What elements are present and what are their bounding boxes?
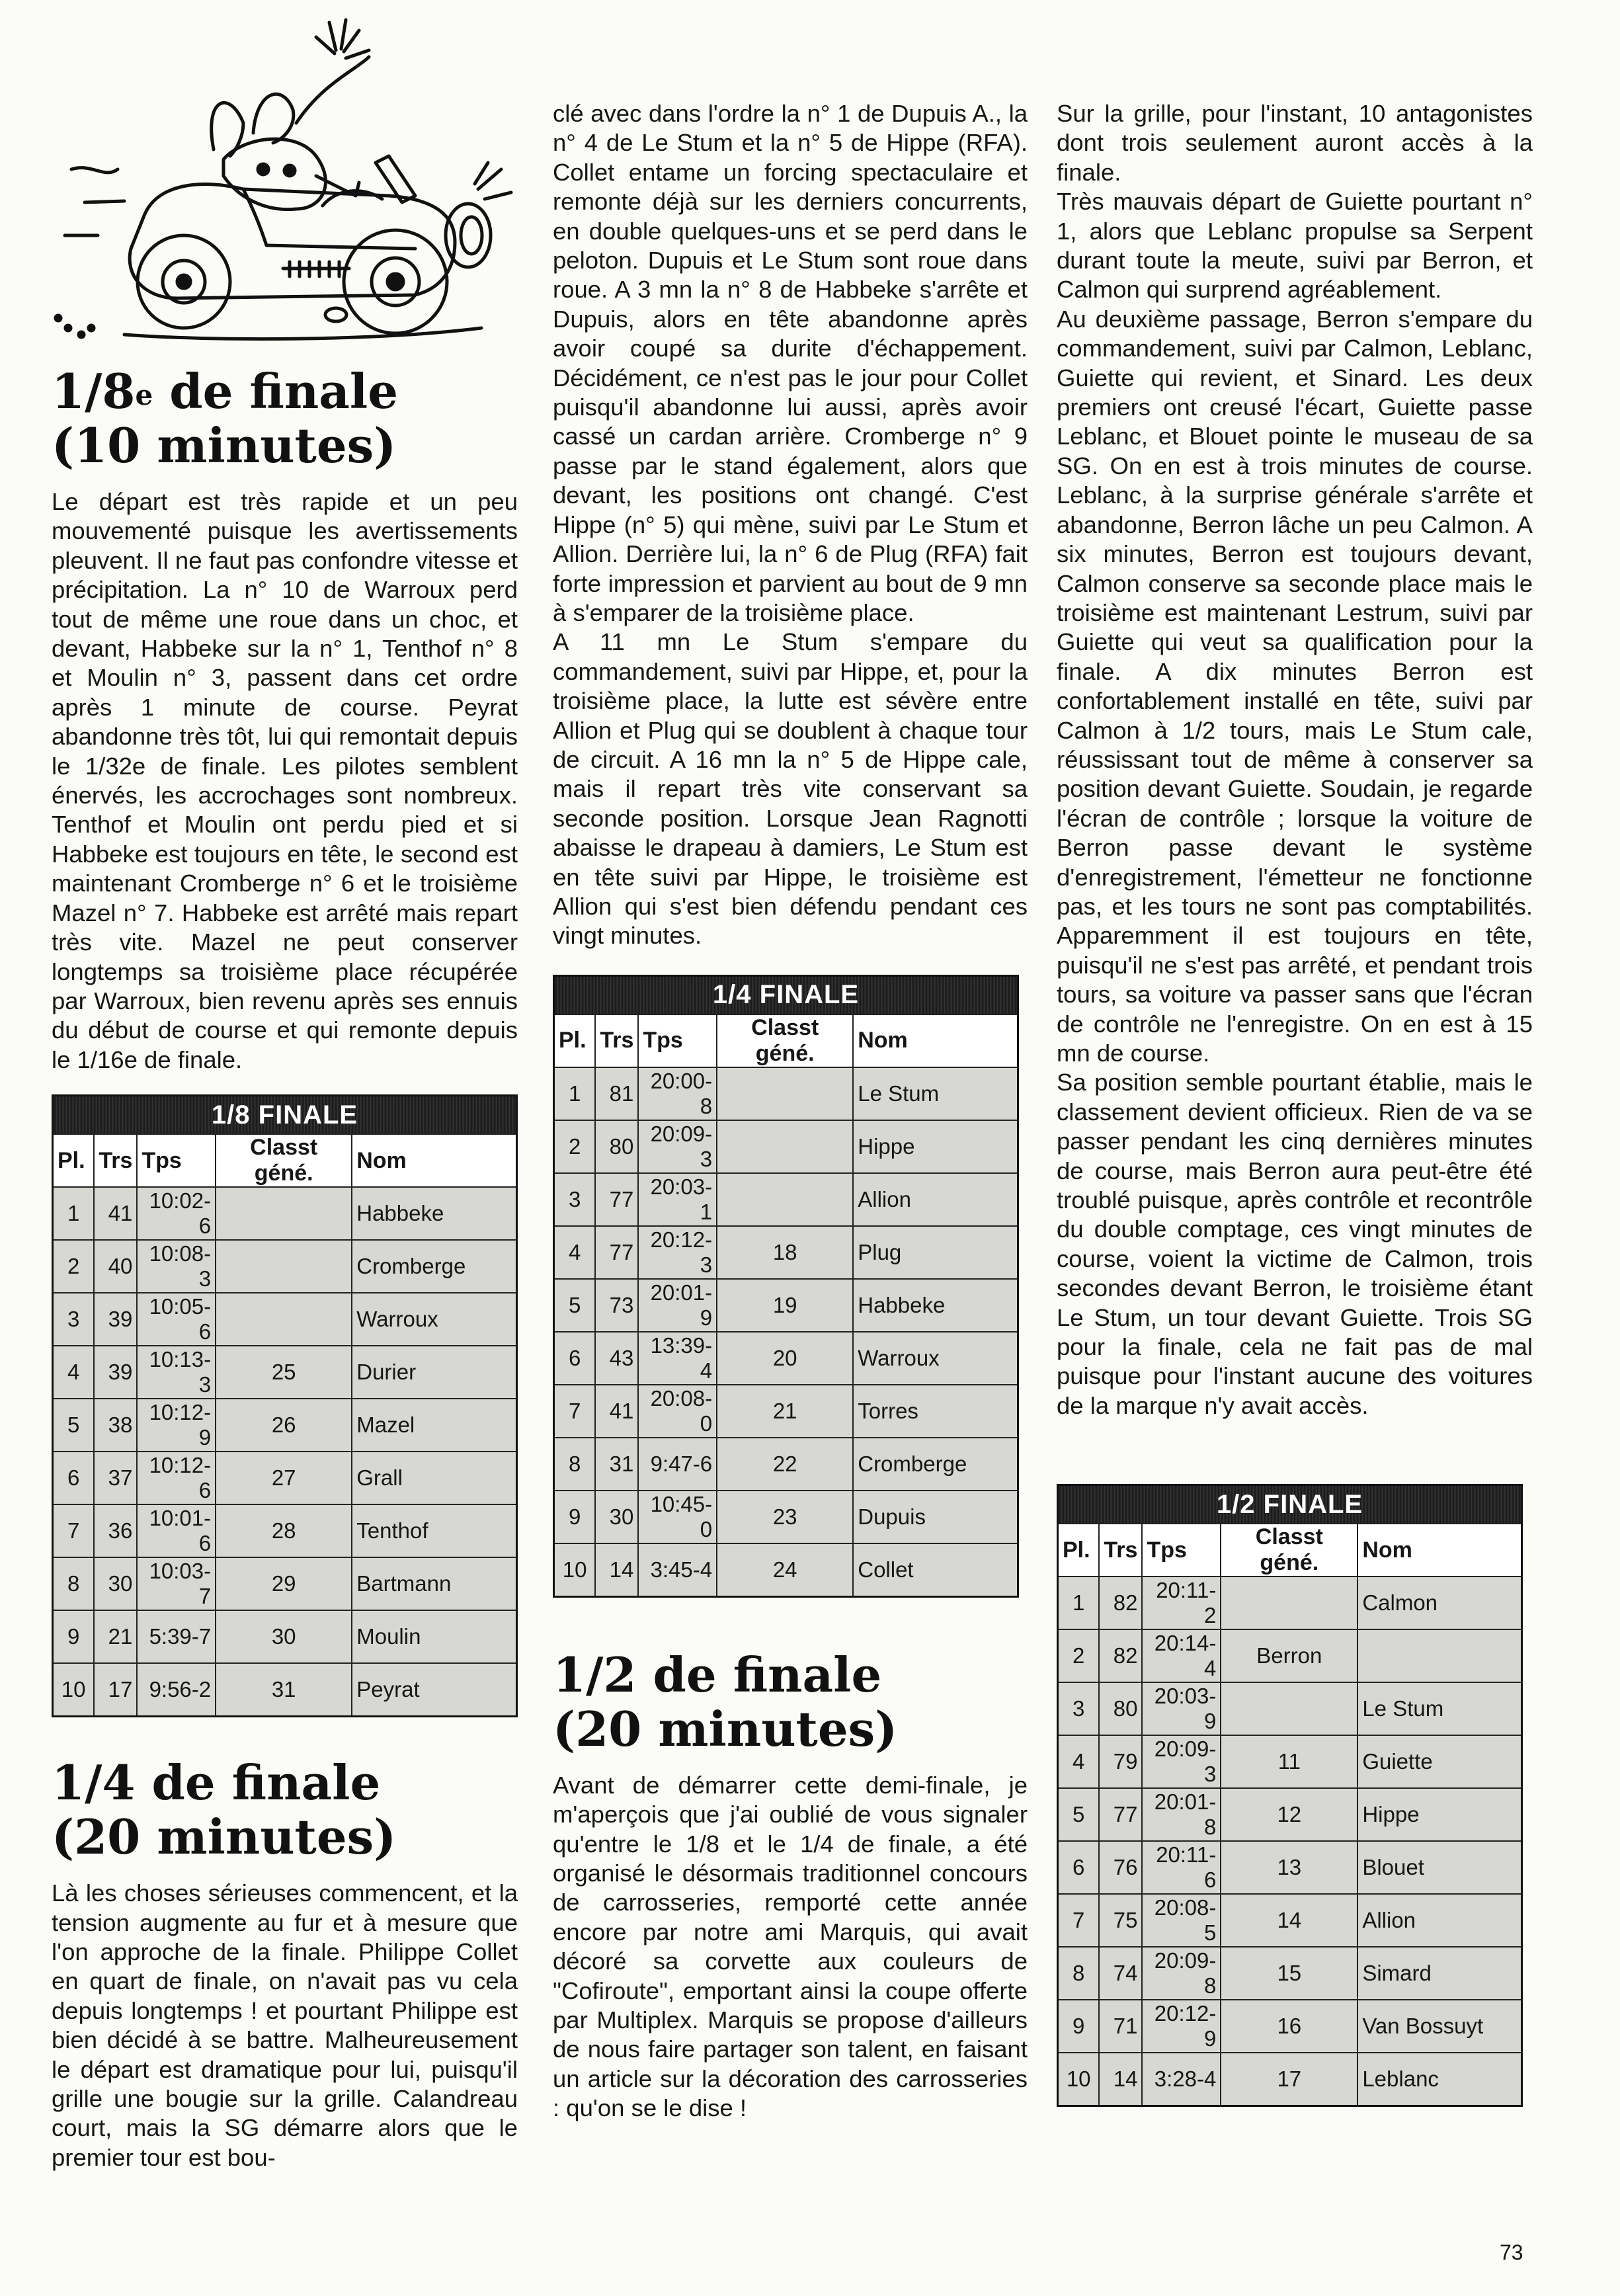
- table-row: [1058, 1788, 1522, 1841]
- table-cell: [717, 1173, 853, 1226]
- table-row: [554, 1332, 1018, 1385]
- table-cell: 40: [94, 1240, 137, 1293]
- table-row: [554, 1279, 1018, 1332]
- table-cell: 30: [595, 1491, 638, 1543]
- table-cell: 2: [53, 1240, 95, 1293]
- table-cell: 5: [554, 1279, 596, 1332]
- table-cell: 20:09-8: [1142, 1947, 1221, 2000]
- table-cell: Leblanc: [1357, 2053, 1521, 2106]
- table-cell: 9:47-6: [638, 1438, 717, 1491]
- table-cell: Cromberge: [853, 1438, 1018, 1491]
- table-cell: Le Stum: [853, 1067, 1018, 1120]
- results-table-eighth: [52, 1094, 518, 1717]
- table-cell: Guiette: [1357, 1735, 1521, 1788]
- table-row: [53, 1346, 517, 1399]
- quarter-final-text-col2b: A 11 mn Le Stum s'empare du commandement, suivi par Hippe, et, pour la troisième place, la lutte est sévère entre Allion et Plug qui se doublent à chaque tour de circuit. A 16 mn la n° 5 de Hippe cale, mais il repart très vite conservant sa seconde position. Lorsque Jean Ragnotti abaisse le drapeau à damiers, Le Stum est en tête suivi par Hippe, le troisième est Allion qui s'est bien défendu pendant ces vingt minutes.: [553, 628, 1028, 950]
- table-cell: 6: [1058, 1841, 1100, 1894]
- table-cell: 23: [717, 1491, 853, 1543]
- table-cell: 39: [94, 1346, 137, 1399]
- eighth-heading-rest: de finale: [153, 363, 399, 419]
- table-cell: 13:39-4: [638, 1332, 717, 1385]
- page-number: 73: [1500, 2240, 1523, 2264]
- column-header: Tps: [1142, 1524, 1221, 1577]
- table-cell: 20:09-3: [1142, 1735, 1221, 1788]
- table-cell: 41: [94, 1187, 137, 1240]
- table-cell: 3: [53, 1293, 95, 1346]
- half-heading-title: 1/2 de finale: [553, 1646, 882, 1703]
- table-cell: 6: [554, 1332, 596, 1385]
- table-cell: 18: [717, 1226, 853, 1279]
- table-cell: Grall: [352, 1452, 516, 1504]
- table-cell: 77: [1099, 1788, 1142, 1841]
- table-row: [1058, 1735, 1522, 1788]
- table-cell: 20:12-3: [638, 1226, 717, 1279]
- table-cell: 7: [1058, 1894, 1100, 1947]
- table-cell: Habbeke: [352, 1187, 516, 1240]
- table-row: [554, 1491, 1018, 1543]
- table-row: [53, 1293, 517, 1346]
- table-cell: 14: [595, 1543, 638, 1597]
- table-cell: 10:02-6: [137, 1187, 216, 1240]
- table-cell: 13: [1221, 1841, 1357, 1894]
- table-cell: 80: [1099, 1682, 1142, 1735]
- table-cell: 10:12-9: [137, 1399, 216, 1452]
- table-cell: Dupuis: [853, 1491, 1018, 1543]
- table-row: [1058, 1682, 1522, 1735]
- table-cell: 20:12-9: [1142, 2000, 1221, 2053]
- table-cell: 20:03-9: [1142, 1682, 1221, 1735]
- table-cell: 10: [1058, 2053, 1100, 2106]
- table-cell: [216, 1293, 352, 1346]
- table-cell: 82: [1099, 1629, 1142, 1682]
- table-row: [554, 1543, 1018, 1597]
- table-cell: Durier: [352, 1346, 516, 1399]
- table-cell: 20:00-8: [638, 1067, 717, 1120]
- table-row: [1058, 1947, 1522, 2000]
- table-cell: [216, 1187, 352, 1240]
- table-cell: 10: [53, 1663, 95, 1717]
- table-cell: 41: [595, 1385, 638, 1438]
- table-cell: 1: [1058, 1577, 1100, 1629]
- table-cell: 20: [717, 1332, 853, 1385]
- table-row: [1058, 1894, 1522, 1947]
- table-cell: 20:11-6: [1142, 1841, 1221, 1894]
- table-cell: 9: [554, 1491, 596, 1543]
- table-row: [554, 1173, 1018, 1226]
- table-cell: 14: [1099, 2053, 1142, 2106]
- table-cell: Allion: [1357, 1894, 1521, 1947]
- table-cell: Warroux: [853, 1332, 1018, 1385]
- table-row: [554, 1226, 1018, 1279]
- table-row: [1058, 2053, 1522, 2106]
- half-final-text-col3c: Au deuxième passage, Berron s'empare du commandement, suivi par Calmon, Leblanc, Guiette qui revient, et Sinard. Les deux premiers ont creusé l'écart, Guiette passe Leblanc, et Blouet pointe le museau de sa SG. On en est à trois minutes de course. Leblanc, à la surprise générale s'arrête et abandonne, Berron lâche un peu Calmon. A six minutes, Berron est toujours devant, Calmon conserve sa seconde place mais le troisième est maintenant Lestrum, suivi par Guiette qui veut sa qualification pour la finale. A dix minutes Berron est confortablement installé en tête, suivi par Calmon à 1/2 tours, mais Le Stum cale, réussissant tout de même à conserver sa position devant Guiette. Soudain, je regarde l'écran de contrôle ; lorsque la voiture de Berron passe devant le système d'enregistrement, l'émetteur ne fonctionne pas, et les tours ne sont pas comptabilités. Apparemment il est toujours en tête, puisqu'il ne s'est pas arrêté, et pendant trois tours, sa voiture va passer sans que l'écran de contrôle ne l'enregistre. On en est à 15 mn de course.: [1057, 305, 1533, 1067]
- eighth-final-text: Le départ est très rapide et un peu mouvementé puisque les avertissements pleuvent. Il ne faut pas confondre vitesse et précipitation. La n° 10 de Warroux perd tout de même une roue dans un choc, et devant, Habbeke sur la n° 1, Tenthof n° 8 et Moulin n° 3, passent dans cet ordre après 1 minute de course. Peyrat abandonne très tôt, lui qui remontait depuis le 1/32e de finale. Les pilotes semblent énervés, les accrochages sont nombreux. Tenthof et Moulin ont perdu pied et si Habbeke est toujours en tête, le second est maintenant Cromberge n° 6 et le troisième Mazel n° 7. Habbeke est arrêté mais repart très vite. Mazel ne peut conserver longtemps sa troisième place récupérée par Warroux, bien revenu après ses ennuis du début de course et qui remonte depuis le 1/16e de finale.: [52, 488, 518, 1073]
- table-cell: Bartmann: [352, 1557, 516, 1610]
- table-cell: 11: [1221, 1735, 1357, 1788]
- table-cell: 80: [595, 1120, 638, 1173]
- column-header: Trs: [94, 1134, 137, 1187]
- table-cell: Moulin: [352, 1610, 516, 1663]
- table-cell: 21: [94, 1610, 137, 1663]
- table-cell: 74: [1099, 1947, 1142, 2000]
- table-cell: 73: [595, 1279, 638, 1332]
- half-final-text-col3b: Très mauvais départ de Guiette pourtant n° 1, alors que Leblanc propulse sa Serpent durant toute la meute, suivi par Berron, et Calmon qui surprend agréablement.: [1057, 188, 1533, 304]
- results-table-quarter: [553, 975, 1019, 1598]
- table-cell: [717, 1067, 853, 1120]
- table-title: 1/8 FINALE: [53, 1096, 517, 1135]
- column-header: Classt géné.: [216, 1134, 352, 1187]
- table-row: [53, 1399, 517, 1452]
- table-cell: 20:11-2: [1142, 1577, 1221, 1629]
- table-cell: Le Stum: [1357, 1682, 1521, 1735]
- table-cell: Collet: [853, 1543, 1018, 1597]
- eighth-heading-sup: e: [135, 379, 153, 411]
- table-cell: 20:01-8: [1142, 1788, 1221, 1841]
- table-cell: 9: [53, 1610, 95, 1663]
- table-cell: 31: [216, 1663, 352, 1717]
- table-cell: 17: [94, 1663, 137, 1717]
- table-cell: 10:01-6: [137, 1504, 216, 1557]
- table-row: [53, 1610, 517, 1663]
- table-cell: 76: [1099, 1841, 1142, 1894]
- table-cell: 5: [1058, 1788, 1100, 1841]
- table-cell: 3:45-4: [638, 1543, 717, 1597]
- table-row: [53, 1187, 517, 1240]
- column-2: [553, 99, 1028, 2134]
- column-header: Tps: [638, 1014, 717, 1067]
- table-row: [53, 1663, 517, 1717]
- column-header: Pl.: [554, 1014, 596, 1067]
- table-cell: Mazel: [352, 1399, 516, 1452]
- table-cell: 20:01-9: [638, 1279, 717, 1332]
- table-cell: 77: [595, 1226, 638, 1279]
- table-cell: 8: [1058, 1947, 1100, 2000]
- column-header: Trs: [595, 1014, 638, 1067]
- table-cell: Hippe: [1357, 1788, 1521, 1841]
- table-cell: 8: [554, 1438, 596, 1491]
- table-cell: 39: [94, 1293, 137, 1346]
- table-cell: 75: [1099, 1894, 1142, 1947]
- table-cell: Simard: [1357, 1947, 1521, 2000]
- column-1: [52, 17, 518, 2183]
- table-row: [53, 1504, 517, 1557]
- table-cell: 77: [595, 1173, 638, 1226]
- table-cell: 22: [717, 1438, 853, 1491]
- table-cell: 25: [216, 1346, 352, 1399]
- results-table-half: [1057, 1484, 1523, 2107]
- column-header: Pl.: [1058, 1524, 1100, 1577]
- table-cell: 43: [595, 1332, 638, 1385]
- table-cell: 8: [53, 1557, 95, 1610]
- eighth-heading-fraction: 1/8: [52, 363, 136, 419]
- quarter-final-text-col2: clé avec dans l'ordre la n° 1 de Dupuis A., la n° 4 de Le Stum et la n° 5 de Hippe (RFA). Collet entame un forcing spectaculaire et remonte déjà sur les derniers concurrents, en double quelques-uns et se perd dans le peloton. Dupuis et Le Stum sont roue dans roue. A 3 mn la n° 8 de Habbeke s'arrête et Dupuis, alors en tête abandonne après avoir coupé sa durite d'échappement. Décidément, ce n'est pas le jour pour Collet puisqu'il abandonne lui aussi, après avoir cassé un cardan arrière. Cromberge n° 9 passe par le stand également, alors que devant, les positions ont changé. C'est Hippe (n° 5) qui mène, suivi par Le Stum et Allion. Derrière lui, la n° 6 de Plug (RFA) fait forte impression et parvient au bout de 9 mn à s'emparer de la troisième place.: [553, 100, 1028, 626]
- column-3: [1057, 99, 1533, 2107]
- table-cell: 20:14-4: [1142, 1629, 1221, 1682]
- table-cell: 79: [1099, 1735, 1142, 1788]
- table-row: [554, 1438, 1018, 1491]
- table-cell: Habbeke: [853, 1279, 1018, 1332]
- table-cell: Cromberge: [352, 1240, 516, 1293]
- table-cell: 4: [1058, 1735, 1100, 1788]
- table-cell: Van Bossuyt: [1357, 2000, 1521, 2053]
- eighth-final-heading: [52, 364, 518, 473]
- table-cell: Tenthof: [352, 1504, 516, 1557]
- table-cell: 10:13-3: [137, 1346, 216, 1399]
- column-header: Trs: [1099, 1524, 1142, 1577]
- table-cell: 2: [1058, 1629, 1100, 1682]
- table-row: [554, 1120, 1018, 1173]
- table-cell: 7: [53, 1504, 95, 1557]
- table-cell: Berron: [1221, 1629, 1357, 1682]
- half-heading-duration: (20 minutes): [553, 1700, 898, 1757]
- table-cell: 9: [1058, 2000, 1100, 2053]
- table-cell: 10:45-0: [638, 1491, 717, 1543]
- table-cell: Calmon: [1357, 1577, 1521, 1629]
- table-row: [53, 1240, 517, 1293]
- half-final-heading: [553, 1648, 1028, 1756]
- table-cell: 24: [717, 1543, 853, 1597]
- table-cell: 1: [53, 1187, 95, 1240]
- table-cell: Hippe: [853, 1120, 1018, 1173]
- table-cell: 10: [554, 1543, 596, 1597]
- table-cell: 16: [1221, 2000, 1357, 2053]
- table-title: 1/2 FINALE: [1058, 1485, 1522, 1524]
- table-cell: 3:28-4: [1142, 2053, 1221, 2106]
- table-cell: 20:03-1: [638, 1173, 717, 1226]
- column-header: Tps: [137, 1134, 216, 1187]
- table-cell: Plug: [853, 1226, 1018, 1279]
- table-row: [1058, 1841, 1522, 1894]
- table-cell: Warroux: [352, 1293, 516, 1346]
- table-cell: 6: [53, 1452, 95, 1504]
- table-cell: 71: [1099, 2000, 1142, 2053]
- quarter-heading-title: 1/4 de finale: [52, 1754, 381, 1811]
- table-row: [53, 1452, 517, 1504]
- table-cell: 29: [216, 1557, 352, 1610]
- table-cell: Peyrat: [352, 1663, 516, 1717]
- table-cell: 38: [94, 1399, 137, 1452]
- table-cell: 10:05-6: [137, 1293, 216, 1346]
- table-cell: 19: [717, 1279, 853, 1332]
- table-cell: 20:09-3: [638, 1120, 717, 1173]
- table-cell: 10:03-7: [137, 1557, 216, 1610]
- table-row: [1058, 1629, 1522, 1682]
- table-cell: 20:08-5: [1142, 1894, 1221, 1947]
- table-cell: 3: [1058, 1682, 1100, 1735]
- table-cell: Allion: [853, 1173, 1018, 1226]
- table-cell: 1: [554, 1067, 596, 1120]
- table-cell: 17: [1221, 2053, 1357, 2106]
- table-cell: [1221, 1577, 1357, 1629]
- table-cell: 9:56-2: [137, 1663, 216, 1717]
- table-cell: 30: [216, 1610, 352, 1663]
- table-cell: 81: [595, 1067, 638, 1120]
- table-row: [1058, 2000, 1522, 2053]
- column-header: Classt géné.: [1221, 1524, 1357, 1577]
- table-cell: 14: [1221, 1894, 1357, 1947]
- table-cell: 5: [53, 1399, 95, 1452]
- table-row: [1058, 1577, 1522, 1629]
- table-cell: 3: [554, 1173, 596, 1226]
- table-row: [554, 1067, 1018, 1120]
- column-header: Pl.: [53, 1134, 95, 1187]
- table-cell: 7: [554, 1385, 596, 1438]
- table-cell: 36: [94, 1504, 137, 1557]
- table-cell: 15: [1221, 1947, 1357, 2000]
- table-row: [53, 1557, 517, 1610]
- table-cell: 82: [1099, 1577, 1142, 1629]
- half-final-text-col2: Avant de démarrer cette demi-finale, je m'aperçois que j'ai oublié de vous signaler qu'entre le 1/8 et le 1/4 de finale, a été organisé le désormais traditionnel concours de carrosseries, remporté cette année encore par notre ami Marquis, qui avait décoré sa corvette aux couleurs de "Cofiroute", emportant ainsi la coupe offerte par Multiplex. Marquis se propose d'ailleurs de nous faire partager son talent, en faisant un article sur la décoration des carrosseries : qu'on se le dise !: [553, 1771, 1028, 2122]
- table-cell: 37: [94, 1452, 137, 1504]
- table-cell: 4: [53, 1346, 95, 1399]
- quarter-final-text-col1: Là les choses sérieuses commencent, et la tension augmente au fur et à mesure que l'on approche de la finale. Philippe Collet en quart de finale, on n'avait pas vu cela depuis longtemps ! et pourtant Philippe est bien décidé à se battre. Malheureusement le départ est dramatique pour lui, puisqu'il grille une bougie sur la grille. Calandreau court, mais la SG démarre alors que le premier tour est bou-: [52, 1879, 518, 2171]
- table-cell: 20:08-0: [638, 1385, 717, 1438]
- quarter-heading-duration: (20 minutes): [52, 1809, 397, 1866]
- table-title: 1/4 FINALE: [554, 975, 1018, 1014]
- quarter-final-heading: [52, 1756, 518, 1864]
- column-header: Nom: [853, 1014, 1018, 1067]
- eighth-heading-duration: (10 minutes): [52, 417, 397, 473]
- column-header: Nom: [352, 1134, 516, 1187]
- table-cell: 2: [554, 1120, 596, 1173]
- table-cell: 28: [216, 1504, 352, 1557]
- table-row: [554, 1385, 1018, 1438]
- table-cell: 4: [554, 1226, 596, 1279]
- column-header: Classt géné.: [717, 1014, 853, 1067]
- table-cell: 10:12-6: [137, 1452, 216, 1504]
- table-cell: 21: [717, 1385, 853, 1438]
- table-cell: 10:08-3: [137, 1240, 216, 1293]
- table-cell: 5:39-7: [137, 1610, 216, 1663]
- table-cell: 31: [595, 1438, 638, 1491]
- car-cartoon-illustration: [45, 17, 534, 361]
- table-cell: [1357, 1629, 1521, 1682]
- table-cell: 30: [94, 1557, 137, 1610]
- half-final-text-col3d: Sa position semble pourtant établie, mais le classement devient officieux. Rien de va se passer pendant les cinq dernières minutes de course, mais Berron aura peut-être été troublé puisque, après contrôle et recontrôle du double comptage, ces vingt minutes de course, voient la victime de Calmon, trois secondes devant Berron, le troisième étant Le Stum, un tour devant Guiette. Trois SG pour la finale, cela ne fait pas de mal puisque pour l'instant aucune des voitures de la marque n'y avait accès.: [1057, 1069, 1533, 1419]
- table-cell: Torres: [853, 1385, 1018, 1438]
- half-final-text-col3a: Sur la grille, pour l'instant, 10 antagonistes dont trois seulement auront accès à la finale.: [1057, 100, 1533, 186]
- table-cell: Blouet: [1357, 1841, 1521, 1894]
- table-cell: 12: [1221, 1788, 1357, 1841]
- table-cell: [216, 1240, 352, 1293]
- table-cell: 27: [216, 1452, 352, 1504]
- table-cell: [1221, 1682, 1357, 1735]
- table-cell: [717, 1120, 853, 1173]
- table-cell: 26: [216, 1399, 352, 1452]
- column-header: Nom: [1357, 1524, 1521, 1577]
